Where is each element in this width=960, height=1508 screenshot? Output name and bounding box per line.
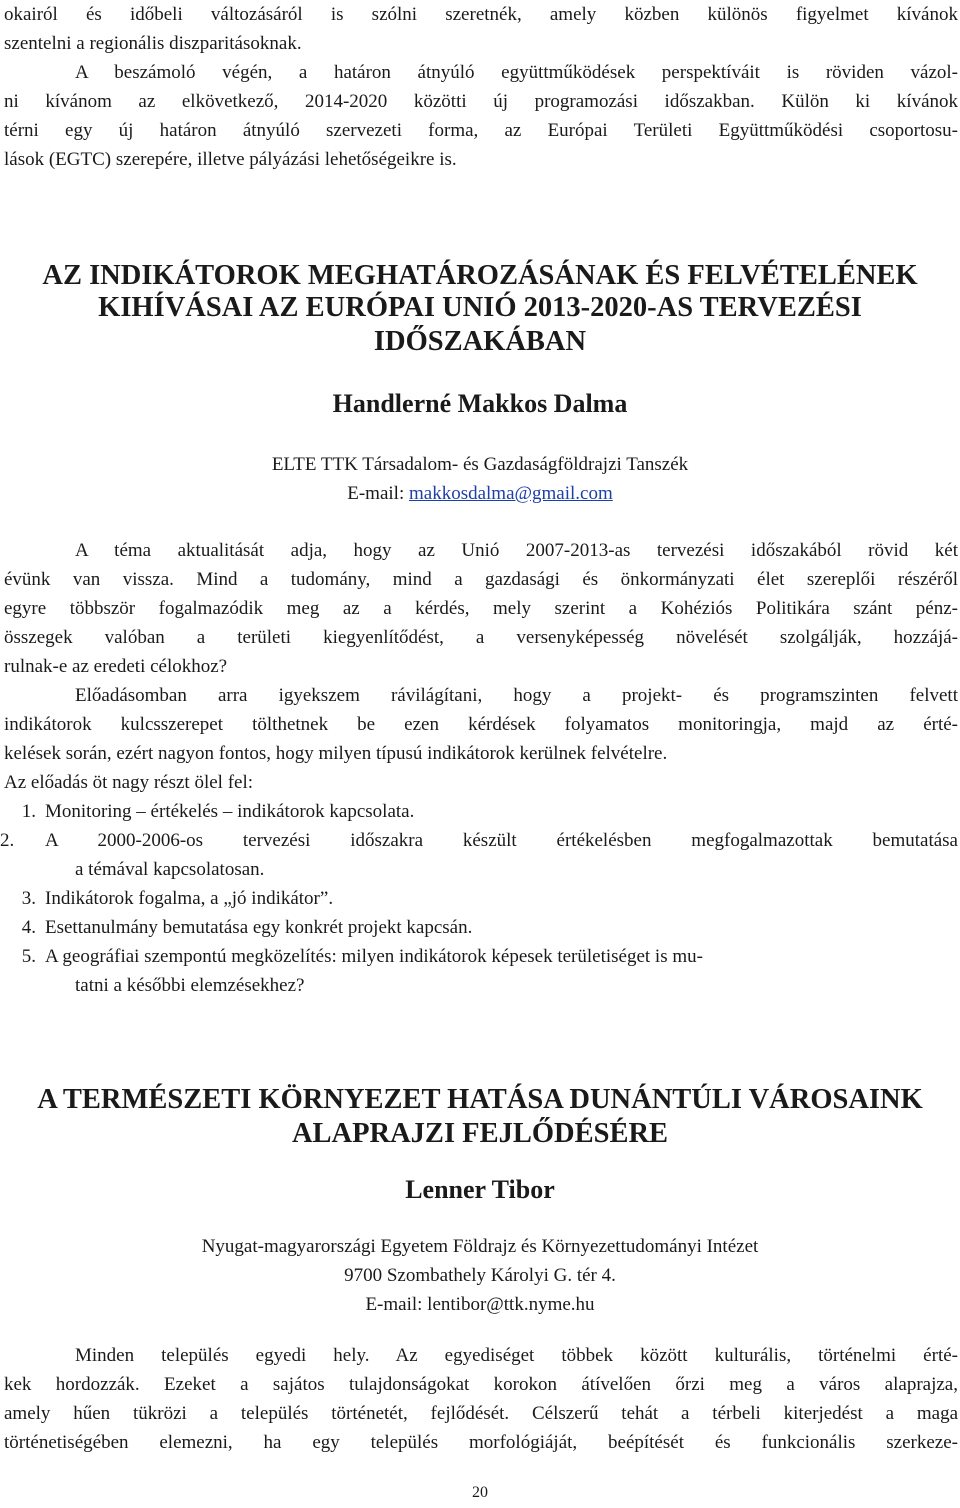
list-item-continuation: a témával kapcsolatosan. — [75, 859, 265, 880]
list-item: 1. Monitoring – értékelés – indikátorok kapcsolata. — [21, 801, 415, 822]
intro-line: térni egy új határon átnyúló szervezeti forma, az Európai Területi Együttműködési csoportosu- — [4, 120, 958, 141]
article-title-line: A TERMÉSZETI KÖRNYEZET HATÁSA DUNÁNTÚLI VÁROSAINK — [37, 1084, 923, 1115]
list-item: 3. Indikátorok fogalma, a „jó indikátor”. — [21, 888, 334, 909]
intro-line: okairól és időbeli változásáról is szólni szeretnék, amely közben különös figyelmet kívánok — [4, 4, 958, 25]
body-line: Előadásomban arra igyekszem rávilágítani, hogy a projekt- és programszinten felvett — [75, 685, 958, 706]
author-address: 9700 Szombathely Károlyi G. tér 4. — [344, 1265, 616, 1286]
article-title-line: ALAPRAJZI FEJLŐDÉSÉRE — [291, 1118, 669, 1149]
body-line: Az előadás öt nagy részt ölel fel: — [4, 772, 254, 793]
list-item: 2. A 2000-2006-os tervezési időszakra készült értékelésben megfogalmazottak bemutatása — [0, 830, 958, 851]
intro-line: ni kívánom az elkövetkező, 2014-2020 közötti új programozási időszakban. Külön ki kívánok — [4, 91, 958, 112]
list-item-continuation: tatni a későbbi elemzésekhez? — [75, 975, 305, 996]
article-author: Handlerné Makkos Dalma — [332, 389, 628, 418]
email-link[interactable]: makkosdalma@gmail.com — [408, 483, 613, 504]
body-line: történetiségében elemezni, ha egy település morfológiáját, beépítését és funkcionális szerkeze- — [4, 1432, 958, 1453]
author-affiliation: ELTE TTK Társadalom- és Gazdaságföldrajzi Tanszék — [271, 454, 689, 475]
body-line: A téma aktualitását adja, hogy az Unió 2007-2013-as tervezési időszakából rövid két — [75, 540, 958, 561]
body-line: egyre többször fogalmazódik meg az a kérdés, mely szerint a Kohéziós Politikára szánt pénz- — [4, 598, 958, 619]
article-title-line: KIHÍVÁSAI AZ EURÓPAI UNIÓ 2013-2020-AS TERVEZÉSI — [98, 292, 862, 323]
intro-line: szentelni a regionális diszparitásoknak. — [4, 33, 302, 54]
list-item: 5. A geográfiai szempontú megközelítés: milyen indikátorok képesek területiséget is mu- — [21, 946, 703, 967]
body-line: évünk van vissza. Mind a tudomány, mind a gazdasági és önkormányzati élet szereplői részéről — [4, 569, 958, 590]
body-line: összegek valóban a területi kiegyenlítődést, a versenyképesség növelését szolgálják, hozzájá- — [4, 627, 958, 648]
body-line: Minden település egyedi hely. Az egyediséget többek között kulturális, történelmi érté- — [75, 1345, 958, 1366]
body-line: amely hűen tükrözi a település történetét, fejlődését. Célszerű tehát a térbeli kiterjedést a maga — [4, 1403, 958, 1424]
page-number: 20 — [472, 1484, 488, 1501]
body-line: kelések során, ezért nagyon fontos, hogy milyen típusú indikátorok kerülnek felvételre. — [4, 743, 668, 764]
email-label: E-mail: — [347, 483, 409, 504]
body-line: indikátorok kulcsszerepet tölthetnek be ezen kérdések folyamatos monitoringja, majd az érté- — [4, 714, 958, 735]
article-title-line: AZ INDIKÁTOROK MEGHATÁROZÁSÁNAK ÉS FELVÉTELÉNEK — [42, 260, 918, 291]
list-item: 4. Esettanulmány bemutatása egy konkrét projekt kapcsán. — [21, 917, 473, 938]
intro-line: lások (EGTC) szerepére, illetve pályázási lehetőségeikre is. — [4, 149, 457, 170]
body-line: rulnak-e az eredeti célokhoz? — [4, 656, 228, 677]
article-title-line: IDŐSZAKÁBAN — [373, 326, 587, 357]
body-line: kek hordozzák. Ezeket a sajátos tulajdonságokat korokon átívelően őrzi meg a város alaprajza, — [4, 1374, 958, 1395]
author-email-line — [0, 479, 960, 508]
intro-line: A beszámoló végén, a határon átnyúló együttműködések perspektíváit is röviden vázol- — [75, 62, 958, 83]
article-author: Lenner Tibor — [405, 1175, 555, 1204]
author-affiliation: Nyugat-magyarországi Egyetem Földrajz és Környezettudományi Intézet — [201, 1236, 759, 1257]
author-email-line: E-mail: lentibor@ttk.nyme.hu — [365, 1294, 595, 1315]
